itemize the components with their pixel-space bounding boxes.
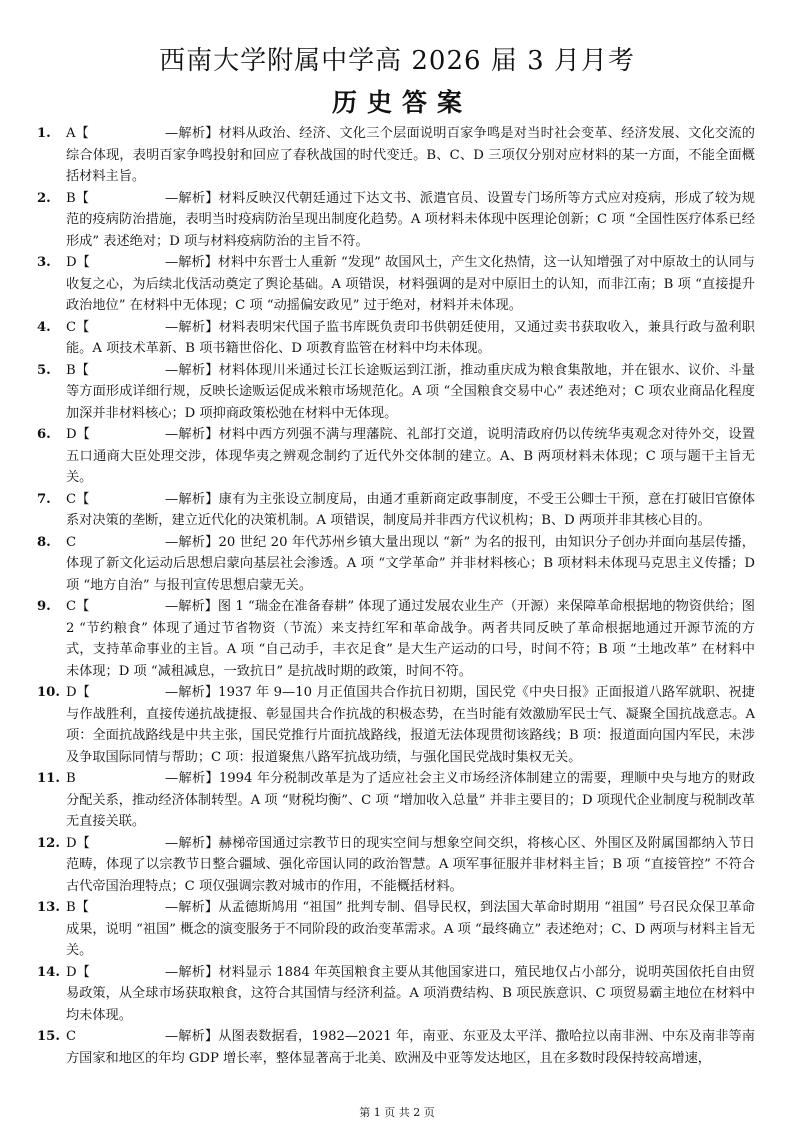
subject-title: 历史答案 [331, 88, 472, 117]
answer-number: 1. [37, 126, 51, 141]
answer-item [37, 532, 755, 597]
answer-number: 6. [37, 427, 51, 442]
answer-choice: D【 [66, 255, 90, 270]
answer-choice: D【 [66, 427, 90, 442]
answer-explanation: —解析】从图表数据看，1982—2021 年，南亚、东亚及太平洋、撒哈拉以南非洲、中东及南非等南方国家和地区的年均 GDP 增长率，整体显著高于北美、欧洲及中亚等发达地区，且在多数时段保持较高增速， [66, 1029, 755, 1066]
answer-explanation: —解析】材料表明宋代国子监书库既负责印书供朝廷使用，又通过卖书获取收入，兼具行政与盈利职能。A 项技术革新、B 项书籍世俗化、D 项教育监管在材料中均未体现。 [66, 319, 755, 356]
answer-item [37, 252, 755, 317]
answer-number: 13. [37, 900, 60, 915]
answer-item [37, 424, 755, 489]
answer-choice: D【 [66, 964, 90, 980]
answer-number: 10. [37, 685, 60, 700]
answer-explanation: —解析】康有为主张设立制度局，由通才重新商定政事制度，不受王公卿士干预，意在打破旧官僚体系对决策的垄断，建立近代化的决策机制。A 项错误，制度局并非西方代议机构；B、D 两项并非其核心目的。 [66, 491, 755, 528]
answer-choice: B [66, 771, 76, 786]
answer-explanation: —解析】材料体现川米通过长江长途贩运到江浙，推动重庆成为粮食集散地，并在银水、议价、斗量等方面形成详细行规，反映长途贩运促成米粮市场规范化。A 项 “全国粮食交易中心” 表述绝对；C 项农业商品化程度加深并非材料核心；D 项抑商政策松弛在材料中无体现。 [66, 362, 755, 421]
answer-choice: C【 [66, 599, 90, 614]
answer-number: 12. [37, 835, 60, 851]
page-footer: 第 1 页 共 2 页 [359, 1106, 435, 1119]
answer-number: 14. [37, 964, 60, 980]
exam-title: 西南大学附属中学高 2026 届 3 月月考 [159, 46, 635, 76]
answer-number: 3. [37, 255, 51, 270]
answer-choice: A【 [66, 126, 89, 141]
answer-choice: B【 [66, 362, 89, 378]
answer-choice: C [66, 534, 77, 550]
answer-item [37, 1026, 755, 1069]
answer-explanation: —解析】材料反映汉代朝廷通过下达文书、派遣官员、设置专门场所等方式应对疫病，形成了较为规范的疫病防治措施，表明当时疫病防治呈现出制度化趋势。A 项材料未体现中医理论创新；C 项 “全国性医疗体系已经形成” 表述绝对；D 项与材料疫病防治的主旨不符。 [66, 190, 755, 249]
answer-body [66, 489, 755, 532]
answer-explanation: —解析】材料中西方列强不满与理藩院、礼部打交道，说明清政府仍以传统华夷观念对待外交，设置五口通商大臣处理交涉，体现华夷之辨观念制约了近代外交体制的建立。A、B 两项材料未体现；C 项与题干主旨无关。 [66, 427, 755, 485]
answer-body [66, 360, 755, 425]
answer-number: 15. [37, 1029, 60, 1044]
answer-body [66, 532, 755, 597]
answer-body [66, 682, 755, 768]
answer-item [37, 962, 755, 1027]
answer-item [37, 360, 755, 425]
answer-explanation: —解析】20 世纪 20 年代苏州乡镇大量出现以 “新” 为名的报刊，由知识分子创办并面向基层传播，体现了新文化运动后思想启蒙向基层社会渗透。A 项 “文学革命” 并非材料核心；B 项材料未体现马克思主义传播；D 项 “地方自治” 与报刊宣传思想启蒙无关。 [66, 534, 755, 593]
answer-item [37, 317, 755, 360]
answer-choice: B【 [66, 900, 89, 915]
answer-body [66, 1026, 755, 1069]
answer-number: 2. [37, 190, 51, 206]
answer-item [37, 682, 755, 768]
answer-number: 5. [37, 362, 51, 378]
answer-explanation: —解析】材料显示 1884 年英国粮食主要从其他国家进口，殖民地仅占小部分，说明英国依托自由贸易政策，从全球市场获取粮食，这符合其国情与经济利益。A 项消费结构、B 项民族意识、C 项贸易霸主地位在材料中均未体现。 [66, 964, 755, 1023]
answer-choice: D【 [66, 685, 90, 700]
answer-body [66, 897, 755, 962]
answer-item [37, 123, 755, 188]
answer-choice: C【 [66, 319, 90, 335]
answer-explanation: —解析】图 1 “瑞金在准备春耕” 体现了通过发展农业生产（开源）来保障革命根据地的物资供给；图 2 “节约粮食” 体现了通过节省物资（节流）来支持红军和革命战争。两者共同反映了革命根据地通过开源节流的方式，支持革命事业的主旨。A 项 “自己动手，丰衣足食” 是大生产运动的口号，时间不符；B 项 “土地改革” 在材料中未体现；D 项 “减租减息，一致抗日” 是抗战时期的政策，时间不符。 [66, 599, 755, 679]
answer-body [66, 317, 755, 360]
answer-choice: D【 [66, 835, 90, 851]
answer-body [66, 833, 755, 898]
answer-explanation: —解析】赫梯帝国通过宗教节日的现实空间与想象空间交织，将核心区、外围区及附属国都纳入节日范畴，体现了以宗教节日整合疆域、强化帝国认同的政治智慧。A 项军事征服并非材料主旨；B 项 “直接管控” 不符合古代帝国治理特点；C 项仅强调宗教对城市的作用，不能概括材料。 [66, 835, 755, 894]
answer-list [37, 123, 755, 1069]
answer-choice: C【 [66, 491, 90, 507]
answer-explanation: —解析】材料从政治、经济、文化三个层面说明百家争鸣是对当时社会变革、经济发展、文化交流的综合体现，表明百家争鸣投射和回应了春秋战国的时代变迁。B、C、D 三项仅分别对应材料的某一方面，不能全面概括材料主旨。 [66, 126, 755, 184]
answer-body [66, 252, 755, 317]
answer-number: 11. [37, 771, 60, 786]
answer-choice: C [66, 1029, 77, 1044]
answer-body [66, 962, 755, 1027]
answer-item [37, 897, 755, 962]
answer-body [66, 188, 755, 253]
answer-item [37, 768, 755, 833]
answer-body [66, 123, 755, 188]
answer-number: 8. [37, 534, 51, 550]
answer-item [37, 596, 755, 682]
answer-choice: B【 [66, 190, 89, 206]
answer-explanation: —解析】1937 年 9—10 月正值国共合作抗日初期，国民党《中央日报》正面报道八路军就职、祝捷与作战胜利，直接传递抗战捷报、彰显国共合作抗战的积极态势，在当时能有效激励军民士气、凝聚全国抗战意志。A 项：全面抗战路线是中共主张，国民党推行片面抗战路线，报道无法体现贯彻该路线；B 项：报道面向国内军民，未涉及争取国际同情与帮助；C 项：报道聚焦八路军抗战功绩，与强化国民党战时集权无关。 [66, 685, 755, 765]
answer-number: 9. [37, 599, 51, 614]
answer-item [37, 489, 755, 532]
answer-number: 7. [37, 491, 51, 507]
answer-body [66, 768, 755, 833]
answer-explanation: —解析】从孟德斯鸠用 “祖国” 批判专制、倡导民权，到法国大革命时期用 “祖国” 号召民众保卫革命成果，说明 “祖国” 概念的演变服务于不同阶段的政治变革需求。A 项 “最终确立” 表述绝对；C、D 两项与材料主旨无关。 [66, 900, 755, 958]
answer-item [37, 188, 755, 253]
answer-explanation: —解析】材料中东晋士人重新 “发现” 故国风土，产生文化热情，这一认知增强了对中原故土的认同与收复之心，为后续北伐活动奠定了舆论基础。A 项错误，材料强调的是对中原旧土的认知，而非江南；B 项 “直接提升政治地位” 在材料中无体现；C 项 “动摇偏安政见” 过于绝对，材料并未体现。 [66, 255, 755, 313]
answer-number: 4. [37, 319, 51, 335]
answer-body [66, 424, 755, 489]
answer-body [66, 596, 755, 682]
answer-item [37, 833, 755, 898]
answer-explanation: —解析】1994 年分税制改革是为了适应社会主义市场经济体制建立的需要，理顺中央与地方的财政分配关系，推动经济体制转型。A 项 “财税均衡”、C 项 “增加收入总量” 并非主要目的；D 项现代企业制度与税制改革无直接关联。 [66, 771, 755, 829]
